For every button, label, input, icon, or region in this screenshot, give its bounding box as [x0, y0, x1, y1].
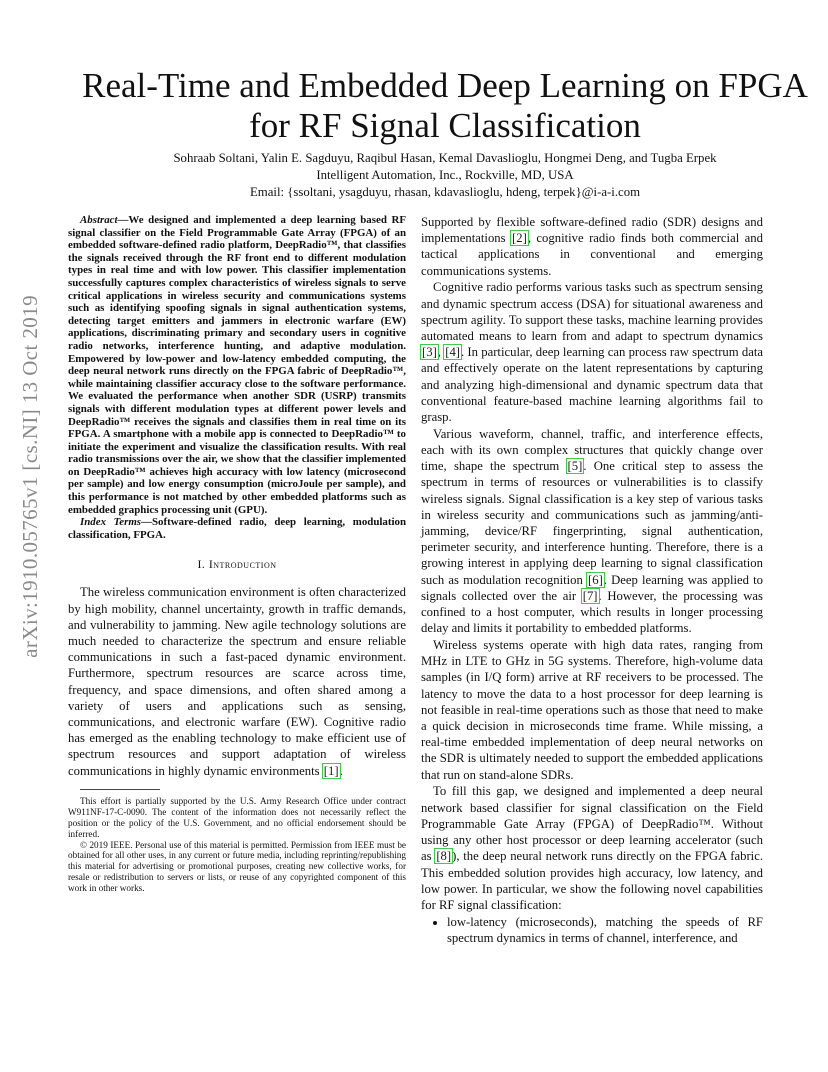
intro-paragraph-1	[68, 584, 406, 778]
footnote-copyright: © 2019 IEEE. Personal use of this material is permitted. Permission from IEEE must be obtained for all other uses, in any current or future media, including reprinting/republishing this material for advertising or promotional purposes, creating new collective works, for resale or redistribution to servers or lists, or reuse of any copyrighted component of this work in other works.	[68, 839, 406, 894]
abstract	[68, 214, 406, 516]
rp2-a: Cognitive radio performs various tasks such as spectrum sensing and dynamic spectrum access (DSA) for situational awareness and spectrum agility. To support these tasks, machine learning provides automated means to learn from and adapt to spectrum dynamics	[421, 280, 763, 344]
index-terms	[68, 516, 406, 541]
abstract-text: —We designed and implemented a deep learning based RF signal classifier on the Field Programmable Gate Array (FPGA) of an embedded software-defined radio platform, DeepRadio™, that classifies the signals received through the RF front end to different modulation types in real time and with low power. This classifier implementation successfully captures complex characteristics of wireless signals to serve critical applications in wireless security and communications systems such as identifying spoofing signals in signal authentication systems, detecting target emitters and jammers in electronic warfare (EW) applications, discriminating primary and secondary users in cognitive radio networks, interference hunting, and adaptive modulation. Empowered by low-power and low-latency embedded computing, the deep neural network runs directly on the FPGA fabric of DeepRadio™, while maintaining classifier accuracy close to the software performance. We evaluated the performance when another SDR (USRP) transmits signals with different modulation types at different power levels and DeepRadio™ receives the signals and classifies them in real time on its FPGA. A smartphone with a mobile app is connected to DeepRadio™ to initiate the experiment and visualize the classification results. With real radio transmissions over the air, we show that the classifier implemented on DeepRadio™ achieves high accuracy with low latency (microsecond per sample) and low energy consumption (microJoule per sample), and this performance is not matched by other embedded platforms such as embedded graphics processing unit (GPU).	[68, 214, 406, 516]
rp2-b: . In particular, deep learning can process raw spectrum data and effectively operate on the latent representations by capturing and analyzing high-dimensional and dynamic spectrum data that conventional feature-based machine learning algorithms fail to grasp.	[421, 345, 764, 425]
rp1-b: , cognitive radio finds both commercial and tactical applications in conventional and emerging communications systems.	[421, 231, 763, 278]
rp3-c: . Deep learning was applied to signals collected over the air	[421, 572, 763, 603]
rp2-sep: ,	[437, 345, 445, 360]
footnote-rule	[80, 789, 160, 790]
intro-p1-text: The wireless communication environment is often characterized by high mobility, channel uncertainty, growth in traffic demands, and vulnerability to jamming. New agile technology solutions are much needed to characterize the spectrum and ensure reliable communications in such a fast-paced dynamic environment. Furthermore, spectrum resources are scarce across time, frequency, and space dimensions, and often shared among a variety of users and applications such as sensing, communications, and electronic warfare (EW). Cognitive radio has emerged as the enabling technology to make efficient use of spectrum resources and support adaptation of wireless communications in highly dynamic environments	[68, 585, 406, 778]
rp3-a: Various waveform, channel, traffic, and interference effects, each with its own complex structures that quickly change over time, shape the spectrum	[421, 426, 763, 474]
citation-link[interactable]: [7]	[582, 588, 598, 603]
author-list: Sohraab Soltani, Yalin E. Sagduyu, Raqibul Hasan, Kemal Davaslioglu, Hongmei Deng, and Tugba Erpek	[173, 151, 717, 165]
right-paragraph-1	[421, 214, 763, 279]
citation-link[interactable]: [5]	[567, 459, 583, 474]
rp5-a: To fill this gap, we designed and implemented a deep neural network based classifier for signal classification on the Field Programmable Gate Array (FPGA) of DeepRadio™. Without using any other host processor or deep learning accelerator (such as	[421, 784, 763, 864]
citation-link[interactable]: [2]	[512, 231, 527, 246]
footnote-funding: This effort is partially supported by the U.S. Army Research Office under contract W911NF-17-C-0090. The content of the information does not necessarily reflect the position or the policy of the U.S. Government, and no official endorsement should be inferred.	[68, 795, 406, 839]
rp5-b: ), the deep neural network runs directly on the FPGA fabric. This embedded solution provides high accuracy, low latency, and low power. In particular, we show the following novel capabilities for RF signal classification:	[421, 849, 763, 912]
title-line-1: Real-Time and Embedded Deep Learning on FPGA	[82, 66, 808, 105]
rp1-a: Supported by flexible software-defined radio (SDR) designs and implementations	[421, 215, 763, 246]
right-column	[421, 214, 763, 946]
citation-link[interactable]: [8]	[436, 849, 452, 864]
index-terms-label: Index Terms	[80, 516, 142, 529]
citation-link[interactable]: [1]	[323, 763, 339, 778]
left-column	[68, 214, 406, 894]
paper-title	[60, 66, 828, 146]
arxiv-stamp[interactable]: arXiv:1910.05765v1 [cs.NI] 13 Oct 2019	[18, 295, 42, 658]
index-terms-text: —Software-defined radio, deep learning, modulation classification, FPGA.	[68, 516, 406, 541]
abstract-label: Abstract	[80, 214, 118, 226]
citation-link[interactable]: [4]	[445, 345, 461, 360]
section-heading-introduction	[68, 557, 406, 572]
affiliation: Intelligent Automation, Inc., Rockville, MD, USA	[316, 168, 574, 182]
right-paragraph-3	[421, 426, 763, 637]
rp3-b: . One critical step to assess the spectrum in terms of resources or vulnerabilities is to classify wireless signals. Signal classification is a key step of various tasks in wireless security and communications such as jamming/anti-jamming, device/RF fingerprinting, signal authentication, perimeter security, and interference hunting. Therefore, there is a growing interest in applying deep learning to signal classification such as modulation recognition	[421, 459, 763, 587]
title-line-2: for RF Signal Classification	[249, 106, 641, 145]
capabilities-list	[421, 914, 763, 946]
rp3-d: . However, the processing was confined to a host computer, which results in longer processing delay and limits it portability to embedded platforms.	[421, 588, 763, 636]
citation-link[interactable]: [3]	[422, 345, 437, 360]
citation-link[interactable]: [6]	[588, 572, 603, 587]
intro-p1-end: .	[339, 763, 343, 778]
right-paragraph-5	[421, 783, 763, 913]
email-line[interactable]: Email: {ssoltani, ysagduyu, rhasan, kdavaslioglu, hdeng, terpek}@i-a-i.com	[249, 185, 641, 199]
section-numeral: I.	[197, 557, 209, 572]
right-paragraph-2	[421, 279, 763, 425]
list-item: • low-latency (microseconds), matching the speeds of RF spectrum dynamics in terms of channel, interference, and	[447, 914, 763, 946]
section-title: Introduction	[208, 557, 277, 572]
right-paragraph-4: Wireless systems operate with high data rates, ranging from MHz in LTE to GHz in 5G systems. Therefore, high-volume data samples (in I/Q form) arrive at RF receivers to be processed. The latency to move the data to a host processor for deep learning is not feasible in real-time operations such as those that need to make a quick decision in microseconds time frame. While missing, a real-time embedded implementation of deep neural networks on the SDR is ultimately needed to support the embedded applications that run on stand-alone SDRs.	[421, 638, 763, 782]
